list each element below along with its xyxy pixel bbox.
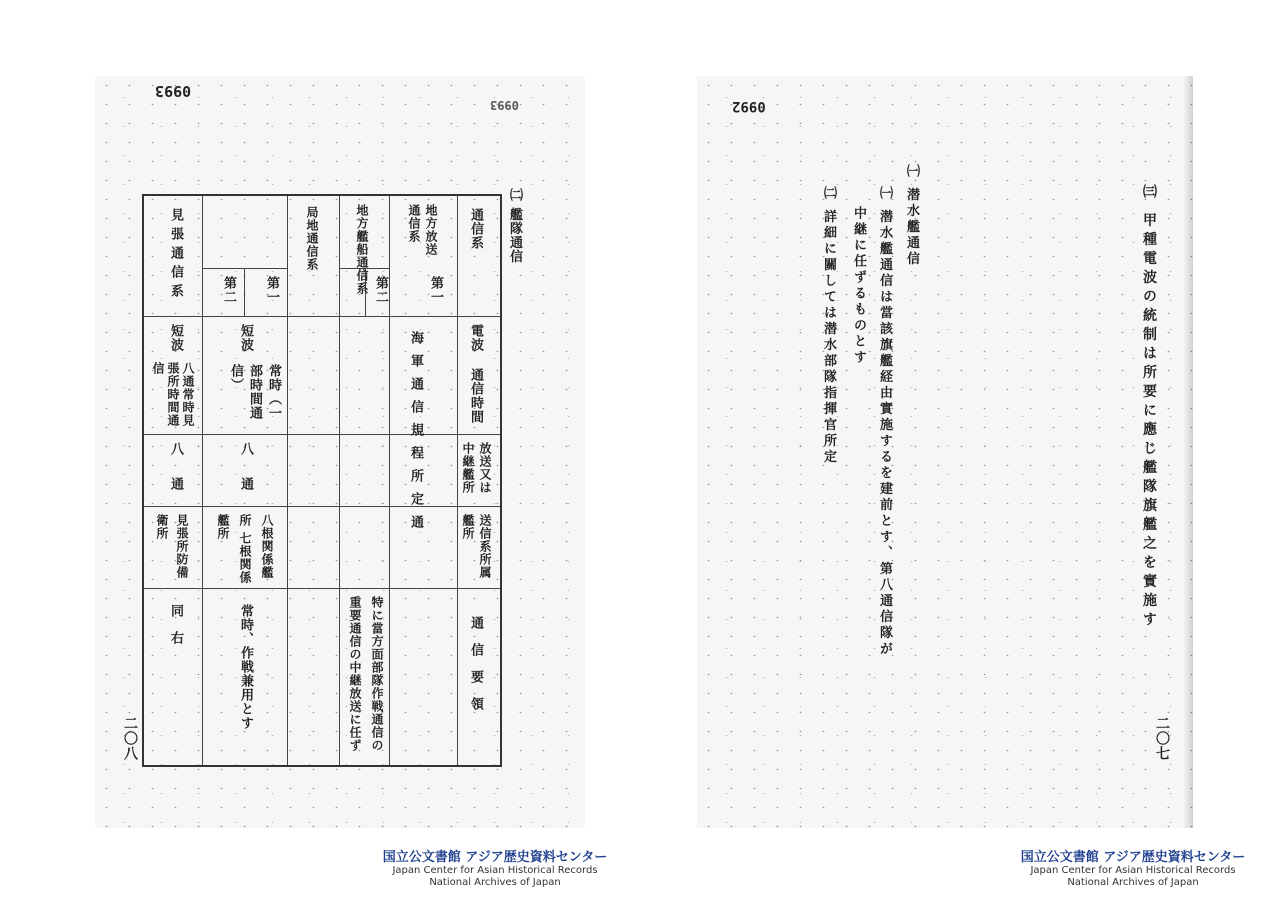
archive-footer-left xyxy=(350,846,640,889)
col-c-wave: 短波 xyxy=(238,324,253,352)
communication-table xyxy=(142,194,502,767)
page-number-left: 二〇八 xyxy=(122,716,138,761)
header-time: 通信時間 xyxy=(468,368,483,424)
col-c-dest: 八根関係艦所 七根関係艦所 xyxy=(216,514,274,585)
col-b-system: 地方艦船通信系 xyxy=(355,204,369,295)
page-edge xyxy=(1183,76,1193,828)
header-rule: 通信要領 xyxy=(468,616,483,724)
col-c-sub1: 第一 xyxy=(264,276,279,304)
archive-name-en: Japan Center for Asian Historical Records xyxy=(1030,865,1236,876)
left-document-page xyxy=(95,76,585,828)
col-d-dest: 見張所防備衛所 xyxy=(155,514,189,579)
col-d-relay: 八通 xyxy=(168,442,183,512)
submarine-comm-item-2: ㈡ 詳細に關しては潜水部隊指揮官所定 xyxy=(821,186,836,466)
archive-footer-right xyxy=(988,846,1278,889)
submarine-comm-item-1: ㈠ 潜水艦通信は當該旗艦経由實施するを建前とす、第八通信隊が xyxy=(877,186,892,658)
archive-name-jp: 国立公文書館 アジア歴史資料センター xyxy=(1020,850,1246,865)
col-d-rule: 同右 xyxy=(168,604,183,658)
submarine-comm-item-1-cont: 中継に任ずるものとす xyxy=(851,206,866,366)
archive-number-left: 0993 xyxy=(155,82,192,100)
col-a-sub2: 第二 xyxy=(373,276,388,304)
col-a-merged: 海軍通信規程所定通 xyxy=(408,331,423,538)
page-number-right: 二〇七 xyxy=(1154,716,1170,761)
col-c-time: 常時（一部時間通信） xyxy=(228,364,281,420)
archive-number-right: 0992 xyxy=(732,98,766,114)
header-dest: 送信系所属艦所 xyxy=(461,514,492,579)
header-system: 通信系 xyxy=(468,208,483,250)
section-heading-radio-control: ㈢ 甲種電波の統制は所要に應じ艦隊旗艦之を實施す xyxy=(1141,184,1157,631)
header-relay: 放送又は中継艦所 xyxy=(461,442,492,494)
col-a-rule: 特に當方面部隊作戦通信の重要通信の中継放送に任ず xyxy=(348,596,384,752)
col-a-sub1: 第一 xyxy=(428,276,443,304)
col-d-system: 見張通信系 xyxy=(168,208,183,303)
archive-name-en: Japan Center for Asian Historical Records xyxy=(392,865,598,876)
col-d-time: 八通常時見張所時間通信 xyxy=(151,362,195,427)
section-title-fleet-comm: ㈡ 艦隊通信 xyxy=(507,188,522,264)
col-c-rule: 常時、作戦兼用とす xyxy=(238,604,253,730)
archive-org-en: National Archives of Japan xyxy=(429,877,561,888)
col-c-system: 局地通信系 xyxy=(305,206,319,271)
archive-name-jp: 国立公文書館 アジア歴史資料センター xyxy=(382,850,608,865)
col-c-relay: 八通 xyxy=(238,442,253,512)
col-a-system: 地方放送通信系 xyxy=(407,204,438,256)
archive-org-en: National Archives of Japan xyxy=(1067,877,1199,888)
subsection-submarine-comm: ㈠ 潜水艦通信 xyxy=(904,164,919,268)
col-d-wave: 短波 xyxy=(168,324,183,352)
right-document-page xyxy=(697,76,1193,828)
col-c-sub2: 第二 xyxy=(221,276,236,304)
header-wave: 電波 xyxy=(468,324,483,352)
archive-number-left-faint: 0993 xyxy=(490,98,519,112)
